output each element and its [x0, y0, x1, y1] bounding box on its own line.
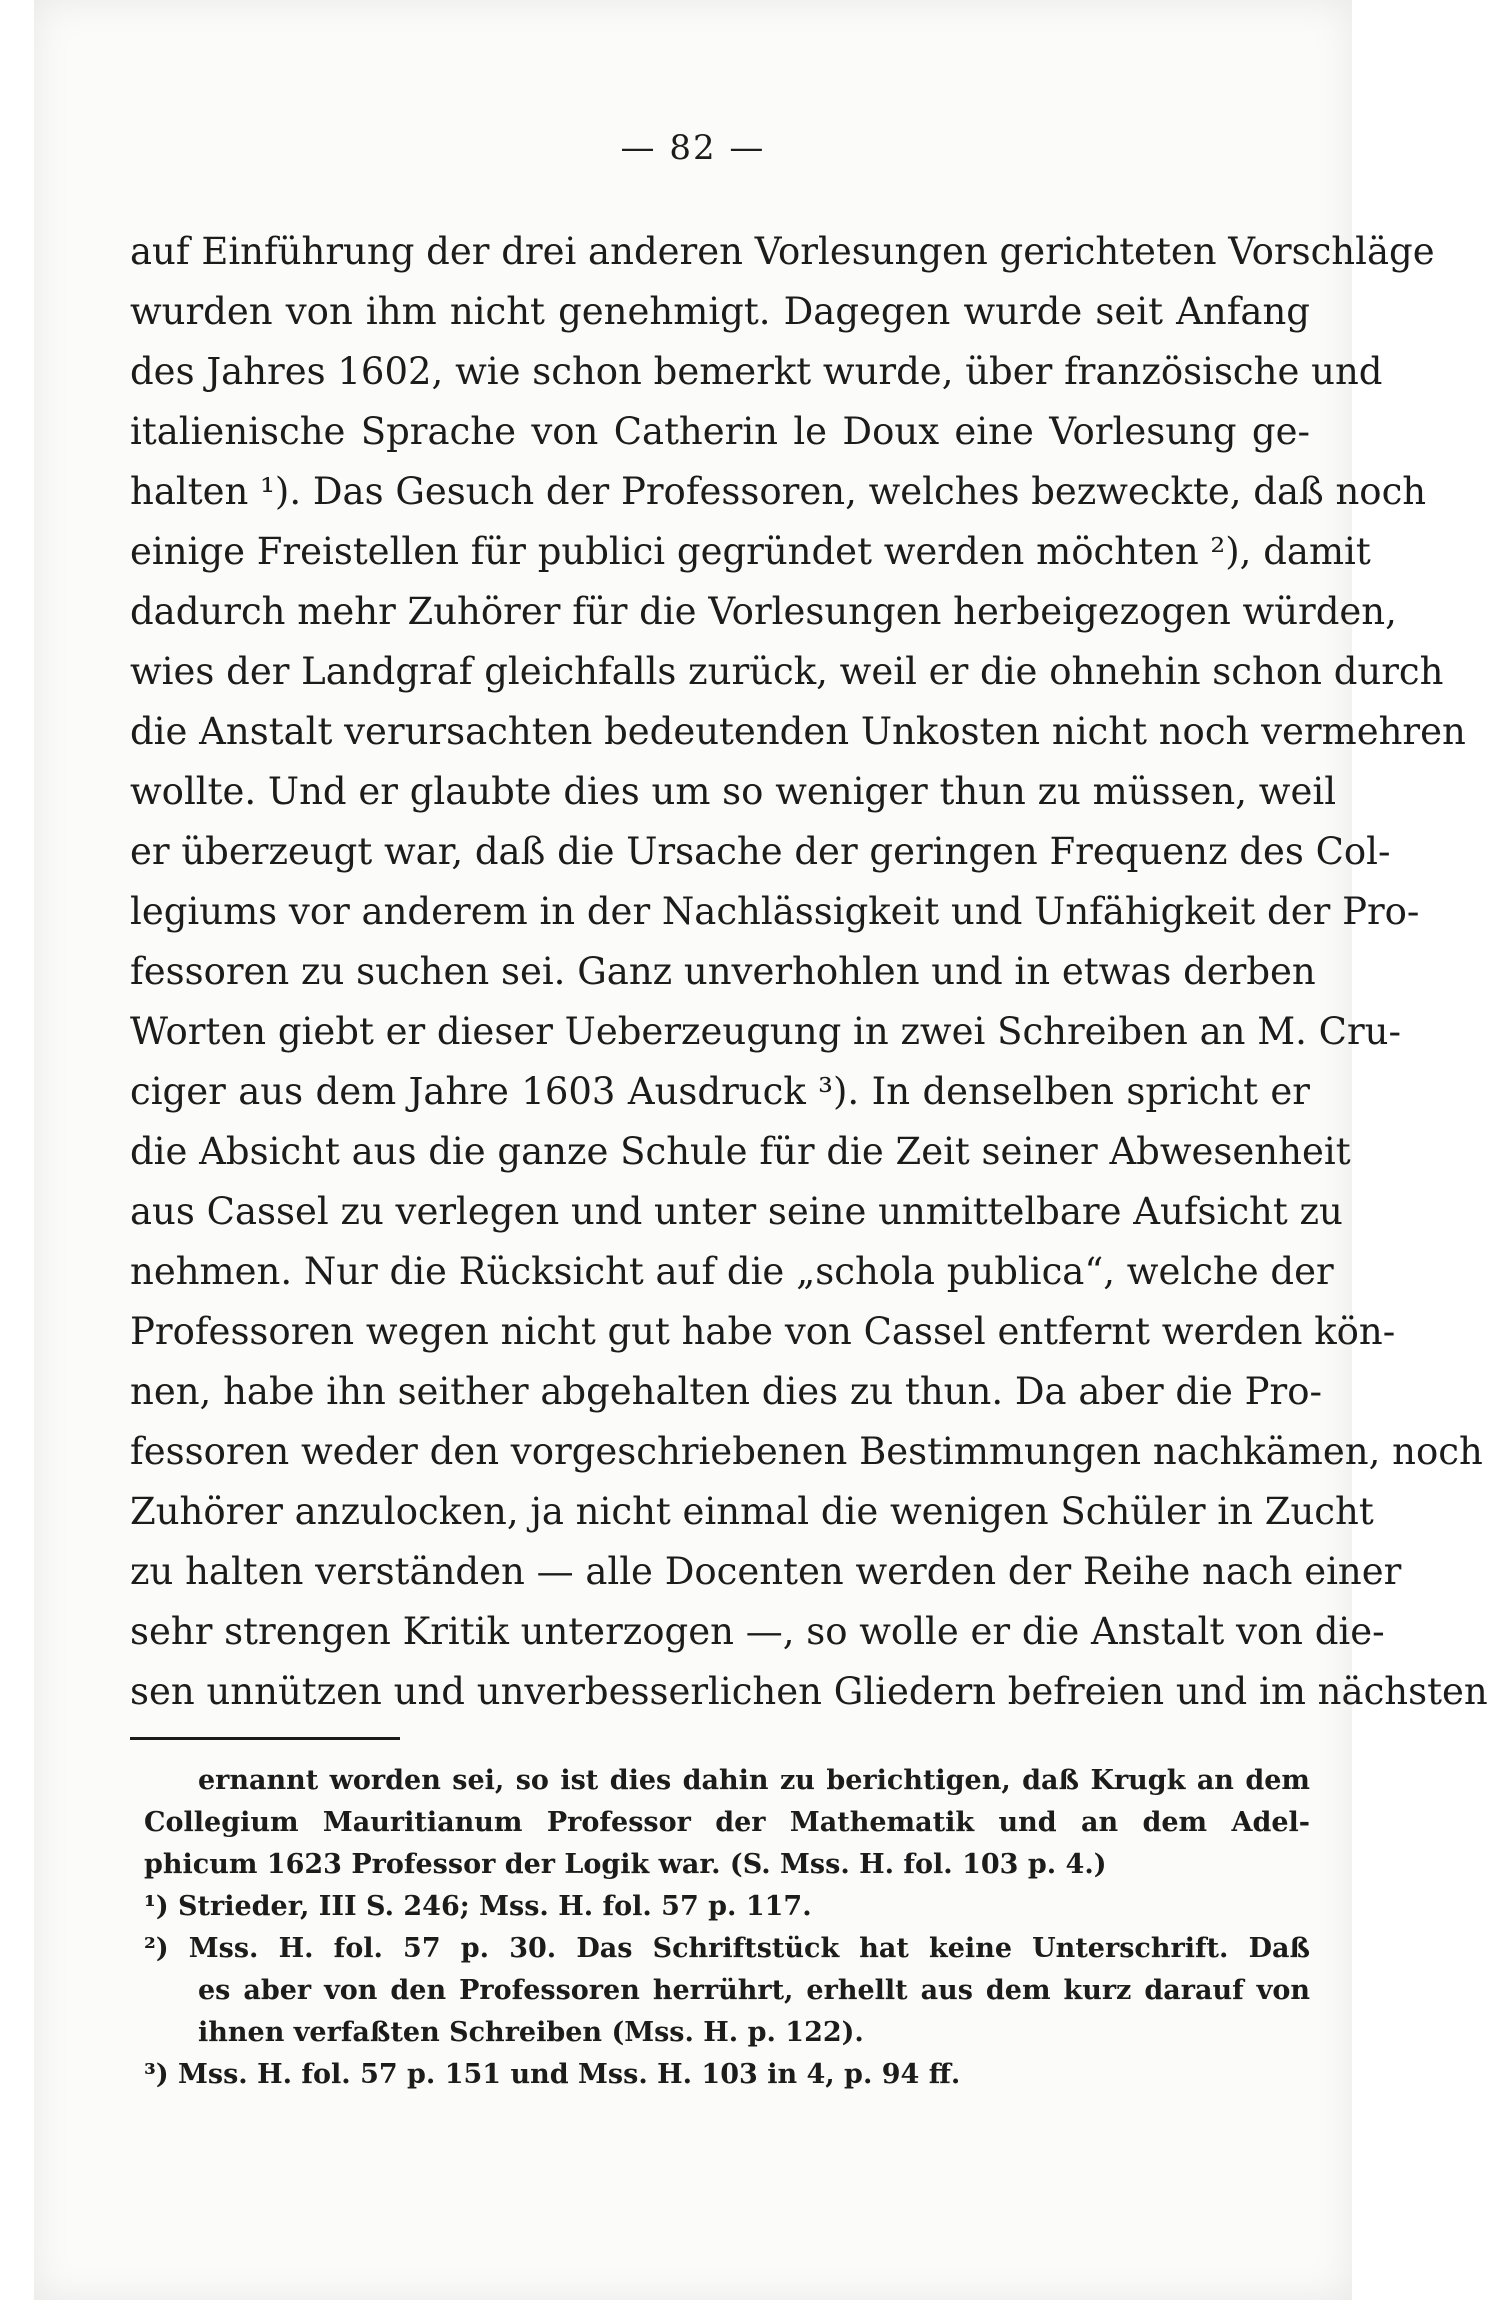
- body-line: die Anstalt verursachten bedeutenden Unkosten nicht noch vermehren: [130, 710, 1466, 753]
- body-line: Professoren wegen nicht gut habe von Cassel entfernt werden kön-: [130, 1310, 1396, 1353]
- page-number: — 82 —: [620, 128, 766, 168]
- body-line: dadurch mehr Zuhörer für die Vorlesungen herbeigezogen würden,: [130, 590, 1397, 633]
- body-line: aus Cassel zu verlegen und unter seine unmittelbare Aufsicht zu: [130, 1190, 1343, 1233]
- body-line: nen, habe ihn seither abgehalten dies zu thun. Da aber die Pro-: [130, 1370, 1322, 1413]
- body-line: ciger aus dem Jahre 1603 Ausdruck ³). In denselben spricht er: [130, 1070, 1310, 1113]
- footnote-separator: [130, 1737, 400, 1740]
- body-line: nehmen. Nur die Rücksicht auf die „schola publica“, welche der: [130, 1250, 1334, 1293]
- body-line: Worten giebt er dieser Ueberzeugung in zwei Schreiben an M. Cru-: [130, 1010, 1401, 1053]
- body-line: er überzeugt war, daß die Ursache der geringen Frequenz des Col-: [130, 830, 1391, 873]
- body-line: des Jahres 1602, wie schon bemerkt wurde, über französische und: [130, 350, 1383, 393]
- body-line: sen unnützen und unverbesserlichen Gliedern befreien und im nächsten: [130, 1670, 1488, 1713]
- body-line: legiums vor anderem in der Nachlässigkeit und Unfähigkeit der Pro-: [130, 890, 1420, 933]
- footnote-line: es aber von den Professoren herrührt, erhellt aus dem kurz darauf von: [198, 1975, 1310, 2006]
- body-line: sehr strengen Kritik unterzogen —, so wolle er die Anstalt von die-: [130, 1610, 1385, 1653]
- footnote-line: Collegium Mauritianum Professor der Mathematik und an dem Adel-: [144, 1807, 1310, 1838]
- body-line: die Absicht aus die ganze Schule für die Zeit seiner Abwesenheit: [130, 1130, 1351, 1173]
- body-line: zu halten verständen — alle Docenten werden der Reihe nach einer: [130, 1550, 1402, 1593]
- body-line: fessoren weder den vorgeschriebenen Bestimmungen nachkämen, noch: [130, 1430, 1483, 1473]
- body-line: halten ¹). Das Gesuch der Professoren, welches bezweckte, daß noch: [130, 470, 1427, 513]
- footnote-line: ernannt worden sei, so ist dies dahin zu berichtigen, daß Krugk an dem: [198, 1765, 1310, 1796]
- body-line: wollte. Und er glaubte dies um so weniger thun zu müssen, weil: [130, 770, 1337, 813]
- body-line: einige Freistellen für publici gegründet werden möchten ²), damit: [130, 530, 1371, 573]
- footnote-line: phicum 1623 Professor der Logik war. (S. Mss. H. fol. 103 p. 4.): [144, 1849, 1107, 1880]
- footnotes: [144, 1760, 1310, 2096]
- body-line: fessoren zu suchen sei. Ganz unverhohlen und in etwas derben: [130, 950, 1316, 993]
- body-line: wurden von ihm nicht genehmigt. Dagegen wurde seit Anfang: [130, 290, 1310, 333]
- body-text: [130, 222, 1488, 1722]
- body-line: italienische Sprache von Catherin le Doux eine Vorlesung ge-: [130, 410, 1310, 453]
- book-page: [34, 0, 1488, 2300]
- footnote-1: ¹) Strieder, III S. 246; Mss. H. fol. 57 p. 117.: [144, 1891, 812, 1922]
- footnote-3: ³) Mss. H. fol. 57 p. 151 und Mss. H. 103 in 4, p. 94 ff.: [144, 2059, 961, 2090]
- body-line: wies der Landgraf gleichfalls zurück, weil er die ohnehin schon durch: [130, 650, 1444, 693]
- body-line: auf Einführung der drei anderen Vorlesungen gerichteten Vorschläge: [130, 230, 1435, 273]
- footnote-line: ihnen verfaßten Schreiben (Mss. H. p. 122).: [198, 2017, 864, 2048]
- footnote-2: ²) Mss. H. fol. 57 p. 30. Das Schriftstück hat keine Unterschrift. Daß: [144, 1933, 1310, 1964]
- body-line: Zuhörer anzulocken, ja nicht einmal die wenigen Schüler in Zucht: [130, 1490, 1374, 1533]
